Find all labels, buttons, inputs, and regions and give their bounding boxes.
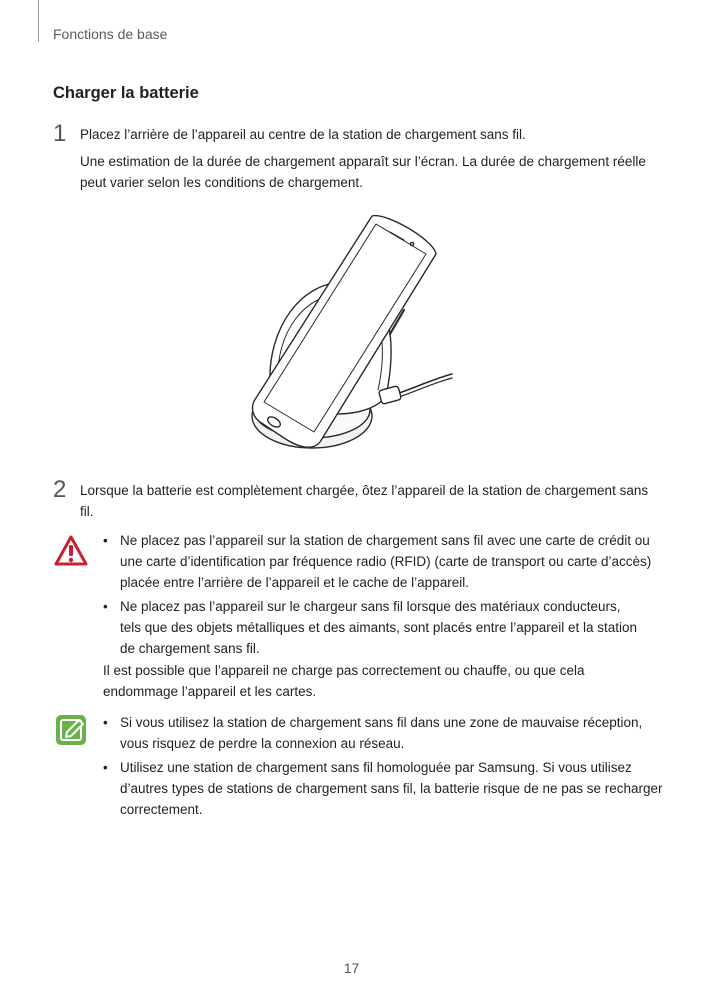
section-title: Charger la batterie xyxy=(53,84,199,102)
step-2-text: Lorsque la batterie est complètement chargée, ôtez l’appareil de la station de chargement sans fil. xyxy=(80,483,649,519)
tip-bullet-2: Utilisez une station de chargement sans fil homologuée par Samsung. Si vous utilisez d’autres types de stations de chargement sans fil, la batterie risque de ne pas se recharger correctement. xyxy=(120,760,663,817)
wireless-charger-illustration xyxy=(240,210,460,456)
header-section-label: Fonctions de base xyxy=(53,26,168,42)
tip-bullet-1: Si vous utilisez la station de chargement sans fil dans une zone de mauvaise réception, vous risquez de perdre la connexion au réseau. xyxy=(120,715,643,751)
note-pencil-icon xyxy=(54,713,88,747)
header-rule xyxy=(38,0,39,42)
step-1-number: 1 xyxy=(53,120,67,147)
warning-bullet-marker-1: • xyxy=(103,533,108,548)
page-number: 17 xyxy=(343,960,360,976)
warning-bullet-marker-2: • xyxy=(103,599,108,614)
warning-note: Il est possible que l’appareil ne charge pas correctement ou chauffe, ou que cela endommage l’appareil et les cartes. xyxy=(103,663,585,699)
tip-bullet-marker-2: • xyxy=(103,760,108,775)
step-1-detail: Une estimation de la durée de chargement apparaît sur l’écran. La durée de chargement réelle peut varier selon les conditions de chargement. xyxy=(80,154,646,190)
tip-bullet-marker-1: • xyxy=(103,715,108,730)
step-1-text: Placez l’arrière de l’appareil au centre de la station de chargement sans fil. xyxy=(80,127,526,142)
warning-bullet-1: Ne placez pas l’appareil sur la station de chargement sans fil avec une carte de crédit ou une carte d’identification par fréquence radio (RFID) (carte de transport ou carte d’accès) placée entre l’arrière de l’appareil et le cache de l’appareil. xyxy=(120,533,652,590)
step-2-number: 2 xyxy=(53,476,67,503)
warning-triangle-icon xyxy=(53,534,89,568)
warning-bullet-2: Ne placez pas l’appareil sur le chargeur sans fil lorsque des matériaux conducteurs, tels que des objets métalliques et des aimants, sont placés entre l’appareil et la station de chargement sans fil. xyxy=(120,599,638,656)
